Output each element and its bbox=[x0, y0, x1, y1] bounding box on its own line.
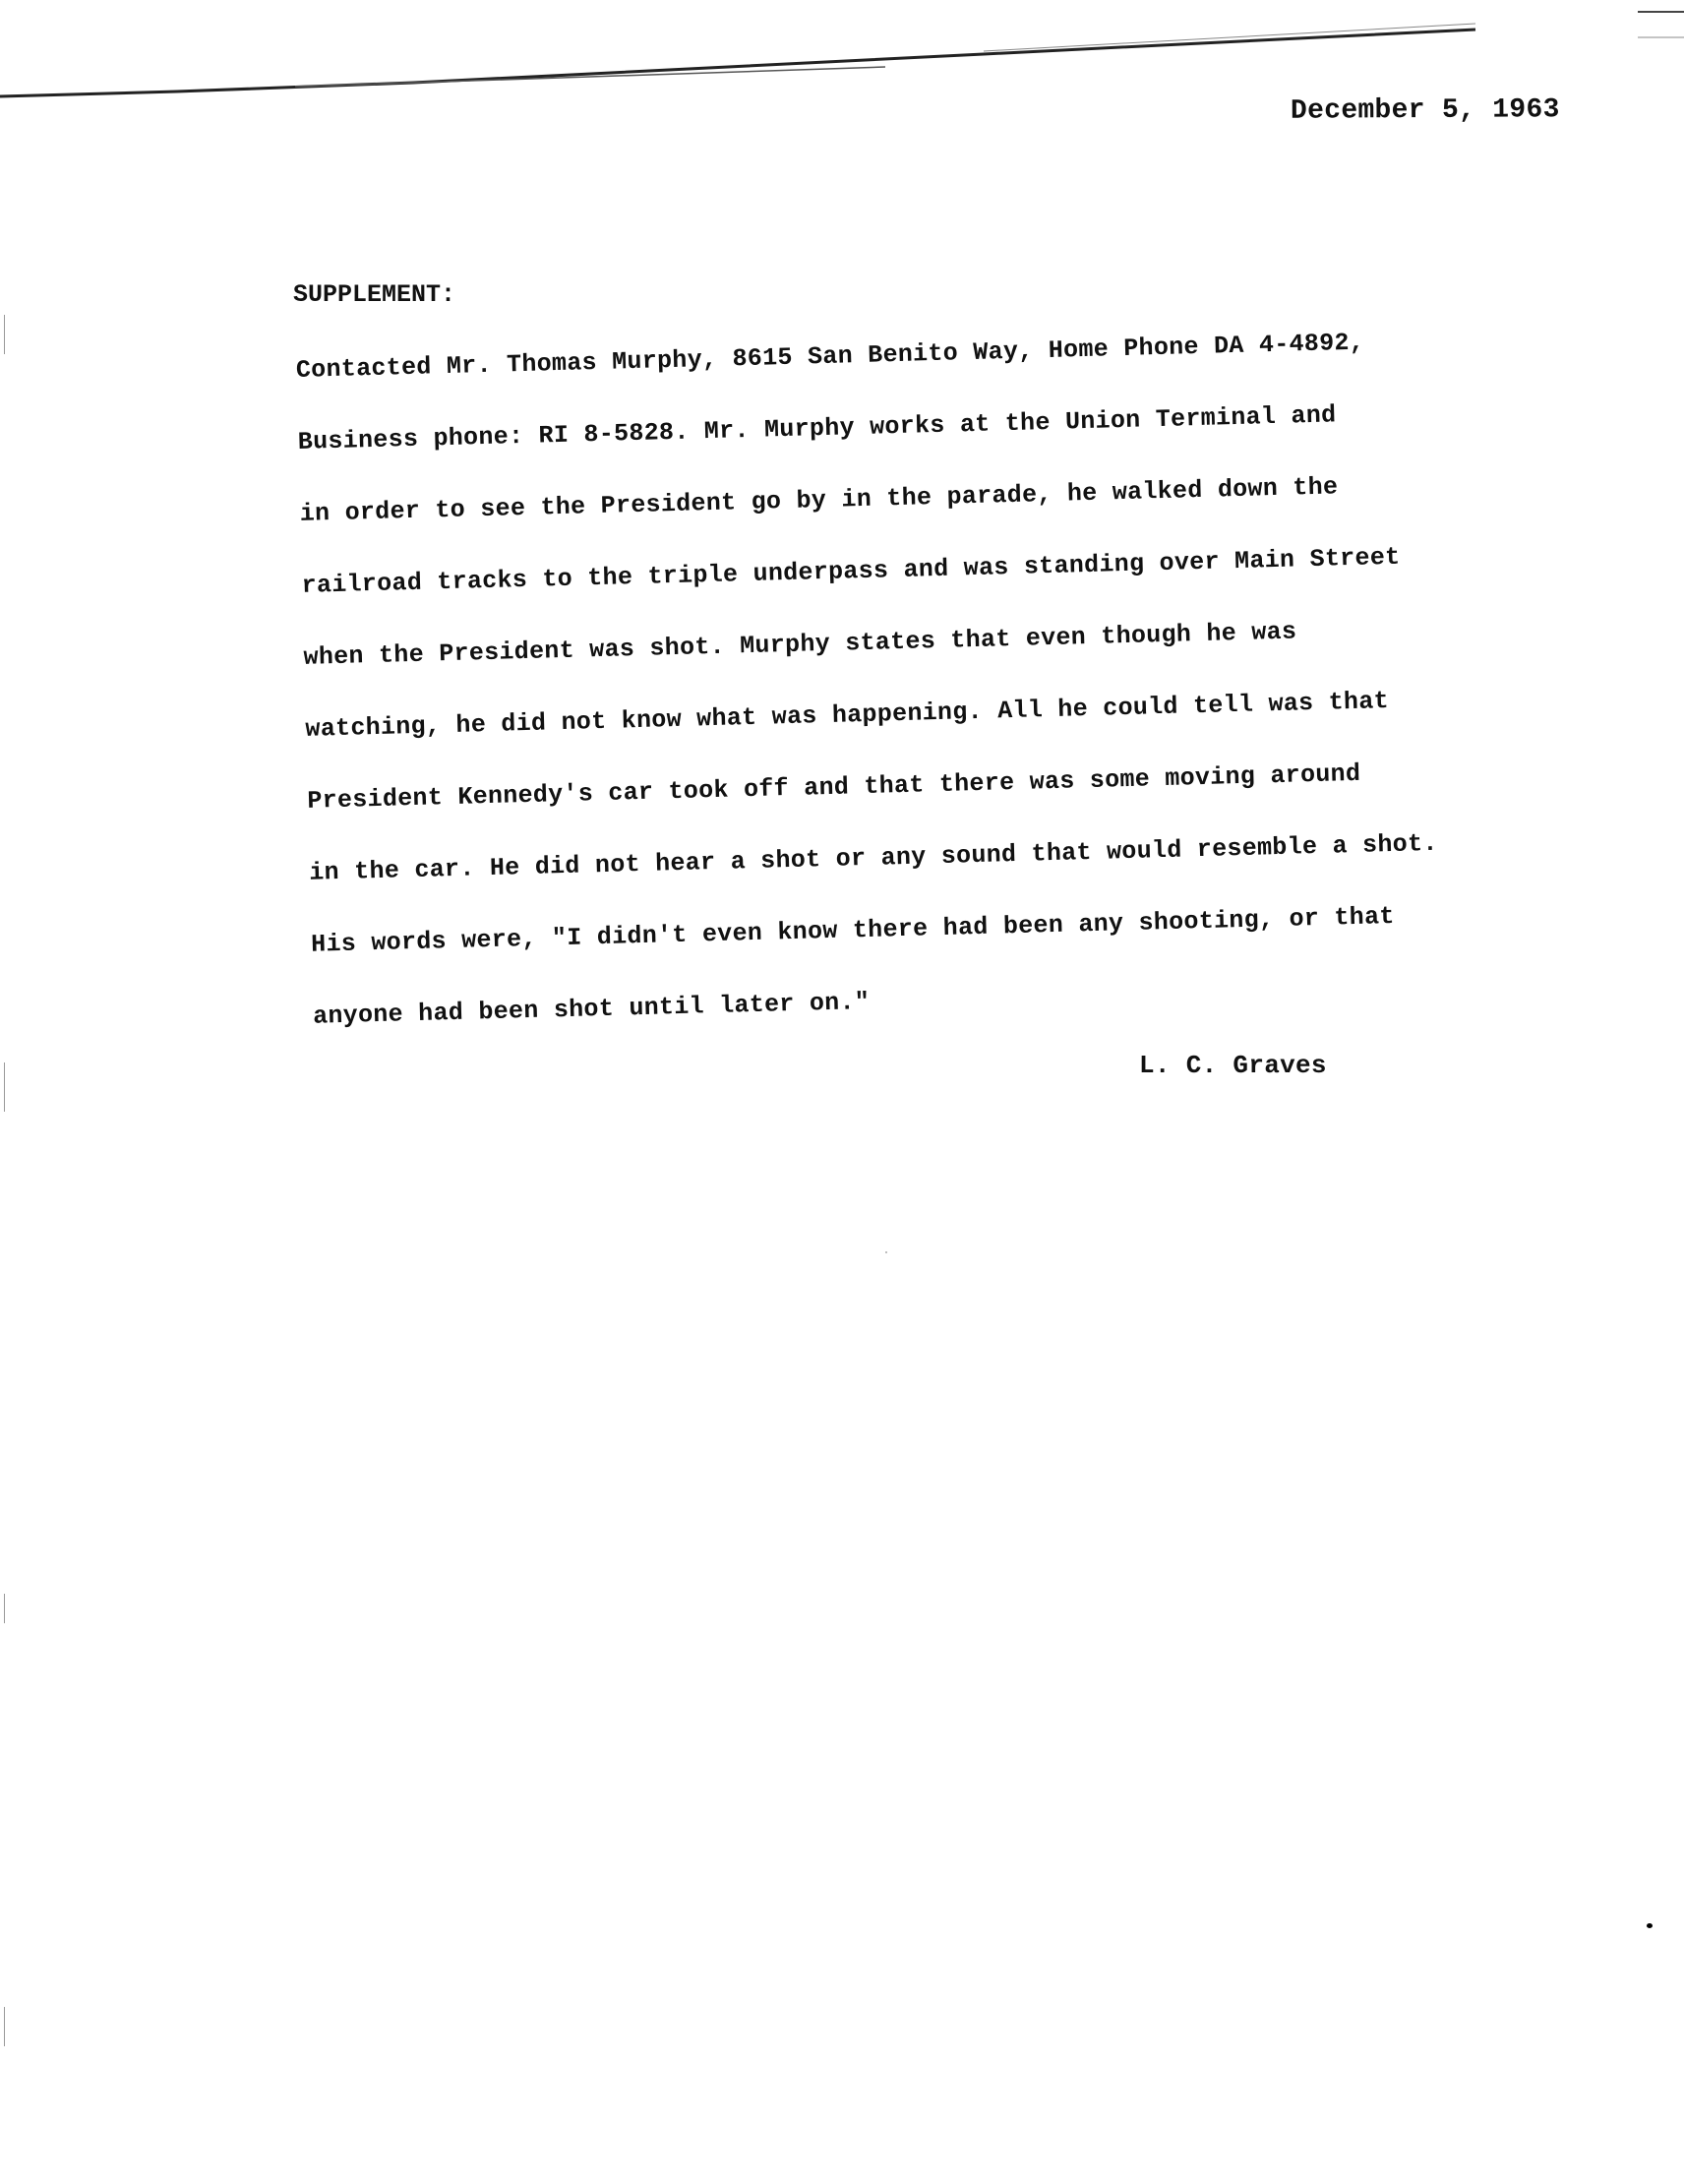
scan-margin-mark bbox=[4, 2007, 5, 2046]
document-date: December 5, 1963 bbox=[1290, 94, 1560, 127]
signature: L. C. Graves bbox=[1139, 1051, 1327, 1080]
scan-speck bbox=[885, 1251, 887, 1253]
scan-margin-mark bbox=[4, 1594, 5, 1623]
scan-speck bbox=[1647, 1923, 1653, 1928]
body-line: in order to see the President go by in the parade, he walked down the bbox=[299, 472, 1339, 528]
body-line: anyone had been shot until later on." bbox=[312, 987, 871, 1031]
body-line: Business phone: RI 8-5828. Mr. Murphy works at the Union Terminal and bbox=[297, 400, 1337, 456]
body-line: His words were, "I didn't even know there had been any shooting, or that bbox=[310, 901, 1396, 959]
body-line: watching, he did not know what was happening. All he could tell was that bbox=[305, 687, 1390, 744]
body-line: railroad tracks to the triple underpass and was standing over Main Street bbox=[301, 542, 1401, 600]
scan-margin-mark bbox=[4, 315, 5, 354]
report-body bbox=[295, 305, 1442, 1053]
scan-margin-mark bbox=[4, 1062, 5, 1112]
body-line: Contacted Mr. Thomas Murphy, 8615 San Benito Way, Home Phone DA 4-4892, bbox=[295, 328, 1365, 385]
body-line: when the President was shot. Murphy states that even though he was bbox=[303, 617, 1297, 672]
body-line: President Kennedy's car took off and that there was some moving around bbox=[307, 758, 1361, 816]
supplement-heading: SUPPLEMENT: bbox=[293, 280, 456, 309]
body-line: in the car. He did not hear a shot or any sound that would resemble a shot. bbox=[308, 828, 1439, 887]
